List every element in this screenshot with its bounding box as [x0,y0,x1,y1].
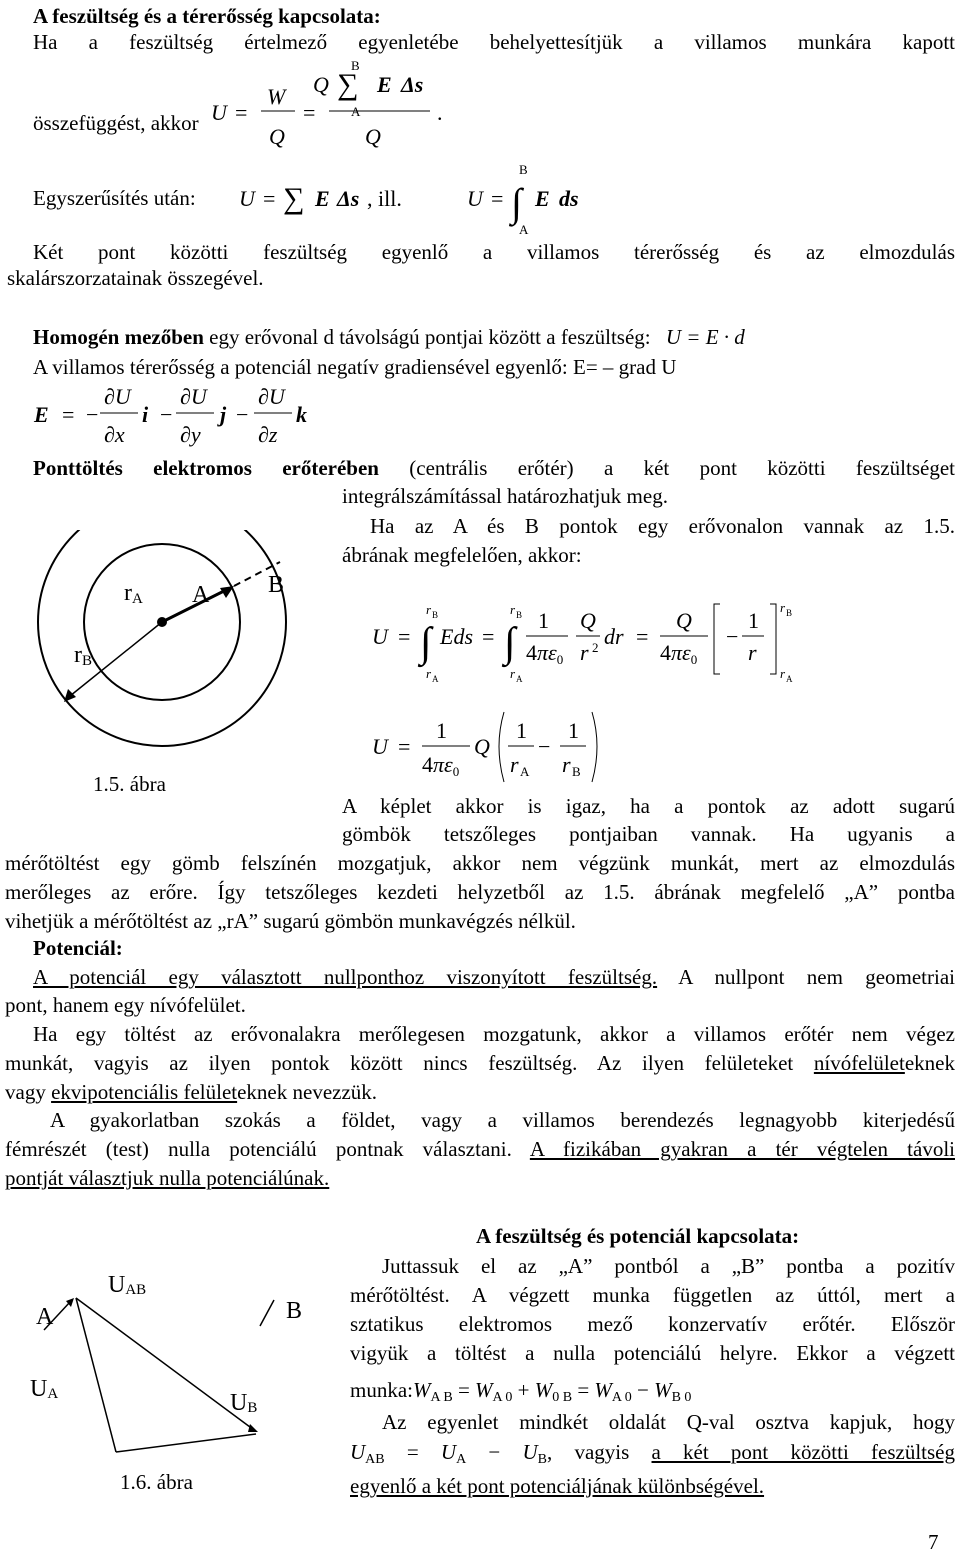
svg-text:∂U: ∂U [180,384,207,409]
paragraph-line: ábrának megfelelően, akkor: [342,543,582,567]
formula-integral-voltage [368,598,808,688]
svg-text:∂x: ∂x [104,422,125,447]
label-rA: rA [124,580,143,607]
svg-text:r: r [426,602,432,617]
svg-text:1: 1 [748,608,759,633]
svg-text:Q: Q [676,608,692,633]
paragraph-line: sztatikus elektromos mező konzervatív erőtér. Először [350,1312,955,1336]
page-number: 7 [928,1530,939,1554]
svg-text:E: E [535,186,550,211]
path-line-A0 [76,1298,116,1452]
svg-text:B: B [786,608,793,618]
svg-text:A: A [351,104,361,119]
work-equation-line: $munka:W_{A B} = W_{A 0} + W_{0 B} = W_{A 0} - W_{B 0}$ [350,1378,692,1405]
svg-text:=: = [398,734,411,759]
svg-text:Q: Q [269,124,285,149]
svg-text:r: r [580,640,589,665]
svg-text:∑: ∑ [283,182,305,215]
svg-text:r: r [748,640,757,665]
label-B: B [286,1298,303,1324]
figure-1-6-points [20,1262,330,1502]
label-A: A [192,582,210,608]
svg-text:U: U [372,734,388,759]
svg-text:r: r [510,602,516,617]
svg-text:U: U [467,186,483,211]
paragraph-line: integrálszámítással határozhatjuk meg. [342,484,668,508]
outer-sphere [38,530,286,746]
svg-text:i: i [142,402,149,427]
svg-text:B: B [572,764,581,779]
homogeneous-field-line: Homogén mezőben egy erővonal d távolságú pontjai között a feszültség: U = E · d [33,325,745,349]
svg-text:r: r [780,666,786,681]
figure-1-5-concentric-spheres [30,530,330,750]
svg-text:=: = [398,624,411,649]
svg-text:−: − [538,734,551,759]
paragraph-line: skalárszorzatainak összegével. [7,266,264,290]
label-UAB: UAB [108,1272,147,1298]
simpl-mid: , ill. [367,186,402,211]
svg-text:Q: Q [474,734,490,759]
path-line-0B [116,1434,256,1452]
svg-text:Q: Q [313,72,329,97]
path-line-AB [76,1298,254,1430]
formula-simplified [235,158,595,238]
svg-text:=: = [636,624,649,649]
paragraph-line: Ha az A és B pontok egy erővonalon vannak az 1.5. [370,514,955,538]
svg-text:1: 1 [516,718,527,743]
svg-text:A: A [432,674,439,684]
svg-text:−: − [160,402,173,427]
formula-gradient [30,380,330,452]
label-rB: rB [74,642,93,669]
paragraph-line: Juttassuk el az „A” pontból a „B” pontba a pozitív [382,1254,955,1278]
formula-voltage-result [368,708,608,788]
svg-text:Q: Q [365,124,381,149]
label-UA: UA [30,1376,59,1402]
svg-text:1: 1 [436,718,447,743]
svg-text:B: B [519,162,528,177]
paragraph-line: pont, hanem egy nívófelület. [5,993,246,1017]
svg-text:W: W [267,84,286,109]
svg-text:r: r [426,666,432,681]
svg-text:∂y: ∂y [180,422,201,447]
svg-text:A: A [520,764,530,779]
svg-text:r: r [510,666,516,681]
svg-text:E: E [315,186,330,211]
svg-text:=: = [235,100,248,125]
svg-text:B: B [351,58,360,73]
svg-text:∂U: ∂U [104,384,131,409]
svg-text:1: 1 [568,718,579,743]
svg-text:B: B [516,610,523,620]
svg-text:U: U [211,100,227,125]
svg-text:r: r [562,752,571,777]
svg-text:∑: ∑ [337,68,359,101]
svg-text:U: U [372,624,388,649]
svg-text:dr: dr [604,624,624,649]
gradient-line: A villamos térerősség a potenciál negatív gradiensével egyenlő: E= – grad U [33,355,677,379]
svg-text:−: − [86,402,99,427]
svg-text:E: E [377,72,392,97]
figure-caption-1-5: 1.5. ábra [93,772,166,796]
paragraph-line: mérőtöltést egy gömb felszínén mozgatjuk, akkor nem végzünk munkát, mert az elmozdulás [5,851,955,875]
svg-text:k: k [296,402,307,427]
svg-text:4πε0: 4πε0 [526,640,564,667]
label-B: B [268,572,285,598]
svg-text:A: A [516,674,523,684]
svg-text:4πε0: 4πε0 [422,752,460,779]
figure-caption-1-6: 1.6. ábra [120,1470,193,1494]
svg-text:=: = [62,402,75,427]
svg-text:∂U: ∂U [258,384,285,409]
label-UB: UB [230,1390,258,1416]
section-title-field-strength: A feszültség és a térerősség kapcsolata: [33,4,381,28]
paragraph-line: munkát, vagyis az ilyen pontok között nincs feszültség. Az ilyen felületeket nívófelületeknek [5,1051,955,1075]
svg-text:.: . [437,100,443,125]
svg-text:Δs: Δs [401,72,424,97]
paragraph-line: vigyük a töltést a nulla potenciálú helyre. Ekkor a végzett [350,1341,955,1365]
paragraph-line: egyenlő a két pont potenciáljának különbségével. [350,1474,765,1498]
potential-definition: A potenciál egy választott nullponthoz viszonyított feszültség. A nullpont nem geometriai [33,965,955,989]
svg-text:=: = [303,100,316,125]
svg-text:E: E [34,402,49,427]
paragraph-line: Egyszerűsítés után: [33,186,196,210]
section-title-voltage-potential: A feszültség és potenciál kapcsolata: [476,1224,800,1248]
paragraph-line: Az egyenlet mindkét oldalát Q-val osztva kapjuk, hogy [382,1410,955,1434]
svg-text:=: = [482,624,495,649]
label-A: A [36,1304,54,1330]
section-title-potential: Potenciál: [33,936,123,960]
svg-text:B: B [432,610,439,620]
paragraph-line: vihetjük a mérőtöltést az „rA” sugarú gömbön munkavégzés nélkül. [5,909,576,933]
paragraph-line: A képlet akkor is igaz, ha a pontok az adott sugarú [342,794,955,818]
paragraph-line: mérőtöltést. A végzett munka független az úttól, mert a [350,1283,955,1307]
formula-voltage-work [205,56,465,156]
svg-text:Q: Q [580,608,596,633]
point-charge-title: Ponttöltés elektromos erőterében (centrális erőtér) a két pont közötti feszültséget [33,456,955,480]
svg-text:1: 1 [538,608,549,633]
svg-text:ds: ds [559,186,579,211]
svg-text:−: − [236,402,249,427]
voltage-difference-line: $U_{AB} = U_A - U_B$, vagyis a két pont közötti feszültség [350,1440,955,1467]
svg-text:∫: ∫ [420,620,432,666]
svg-text:−: − [726,624,739,649]
paragraph-line: A gyakorlatban szokás a földet, vagy a villamos berendezés legnagyobb kiterjedésű [50,1108,955,1132]
paragraph-line: vagy ekvipotenciális felületeknek nevezzük. [5,1080,378,1104]
paragraph-line: Két pont közötti feszültség egyenlő a villamos térerősség és az elmozdulás [33,240,955,264]
svg-text:=: = [263,186,276,211]
paragraph-line: gömbök tetszőleges pontjaiban vannak. Ha ugyanis a [342,822,955,846]
svg-text:Eds: Eds [440,624,473,649]
svg-text:r: r [780,600,786,615]
paragraph-line: pontját választjuk nulla potenciálúnak. [5,1166,330,1190]
paragraph-line: merőleges az erőre. Így tetszőleges kezdeti helyzetből az 1.5. ábrának megfelelő „A” pontba [5,880,955,904]
svg-text:A: A [786,674,793,684]
svg-text:2: 2 [592,640,599,655]
svg-text:j: j [220,402,227,427]
svg-text:r: r [510,752,519,777]
svg-text:4πε0: 4πε0 [660,640,698,667]
paragraph-line: összefüggést, akkor [33,111,199,135]
paragraph-line: Ha egy töltést az erővonalakra merőlegesen mozgatunk, akkor a villamos erőtér nem végez [33,1022,955,1046]
svg-text:∫: ∫ [511,180,522,225]
svg-text:A: A [519,222,529,237]
svg-text:∂z: ∂z [258,422,278,447]
paragraph-line: Ha a feszültség értelmező egyenletébe behelyettesítjük a villamos munkára kapott [33,30,955,54]
paragraph-line: fémrészét (test) nulla potenciálú pontnak választani. A fizikában gyakran a tér végtelen távoli [5,1137,955,1161]
svg-text:=: = [491,186,504,211]
svg-text:Δs: Δs [337,186,360,211]
svg-text:U: U [239,186,255,211]
svg-text:∫: ∫ [504,620,516,666]
